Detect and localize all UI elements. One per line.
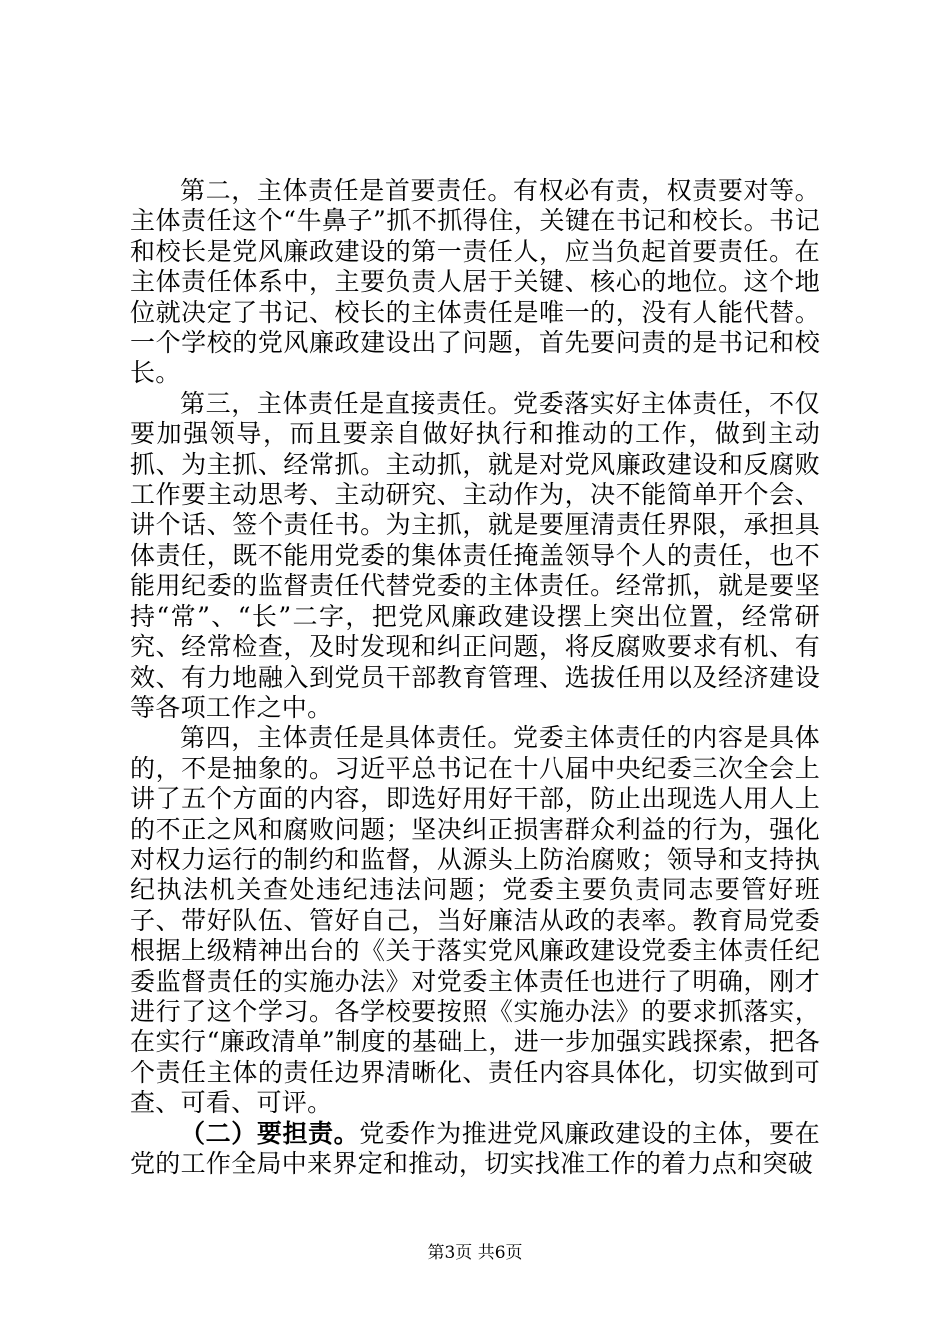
section-text: 党委作为推进党风廉政建设的主体，要在党的工作全局中来界定和推动，切实找准工作的着力点和突破 [130, 1118, 820, 1178]
page-footer [0, 1242, 950, 1264]
paragraph-fourth-point: 第四，主体责任是具体责任。党委主体责任的内容是具体的，不是抽象的。习近平总书记在十八届中央纪委三次全会上讲了五个方面的内容，即选好用好干部，防止出现选人用人上的不正之风和腐败问题；坚决纠正损害群众利益的行为，强化对权力运行的制约和监督，从源头上防治腐败；领导和支持执纪执法机关查处违纪违法问题；党委主要负责同志要管好班子、带好队伍、管好自己，当好廉洁从政的表率。教育局党委根据上级精神出台的《关于落实党风廉政建设党委主体责任纪委监督责任的实施办法》对党委主体责任也进行了明确，刚才进行了这个学习。各学校要按照《实施办法》的要求抓落实，在实行“廉政清单”制度的基础上，进一步加强实践探索，把各个责任主体的责任边界清晰化、责任内容具体化，切实做到可查、可看、可评。 [130, 723, 820, 1118]
page-number-label: 第3页 共6页 [427, 1243, 523, 1263]
section-paragraph [130, 1119, 820, 1180]
paragraph-third-point: 第三，主体责任是直接责任。党委落实好主体责任，不仅要加强领导，而且要亲自做好执行和推动的工作，做到主动抓、为主抓、经常抓。主动抓，就是对党风廉政建设和反腐败工作要主动思考、主动研究、主动作为，决不能简单开个会、讲个话、签个责任书。为主抓，就是要厘清责任界限，承担具体责任，既不能用党委的集体责任掩盖领导个人的责任，也不能用纪委的监督责任代替党委的主体责任。经常抓，就是要坚持“常”、“长”二字，把党风廉政建设摆上突出位置，经常研究、经常检查，及时发现和纠正问题，将反腐败要求有机、有效、有力地融入到党员干部教育管理、选拔任用以及经济建设等各项工作之中。 [130, 388, 820, 722]
section-heading: （二）要担责。 [180, 1118, 360, 1148]
paragraph-second-point: 第二，主体责任是首要责任。有权必有责，权责要对等。主体责任这个“牛鼻子”抓不抓得住，关键在书记和校长。书记和校长是党风廉政建设的第一责任人，应当负起首要责任。在主体责任体系中，主要负责人居于关键、核心的地位。这个地位就决定了书记、校长的主体责任是唯一的，没有人能代替。一个学校的党风廉政建设出了问题，首先要问责的是书记和校长。 [130, 176, 820, 388]
document-body [130, 176, 820, 1179]
